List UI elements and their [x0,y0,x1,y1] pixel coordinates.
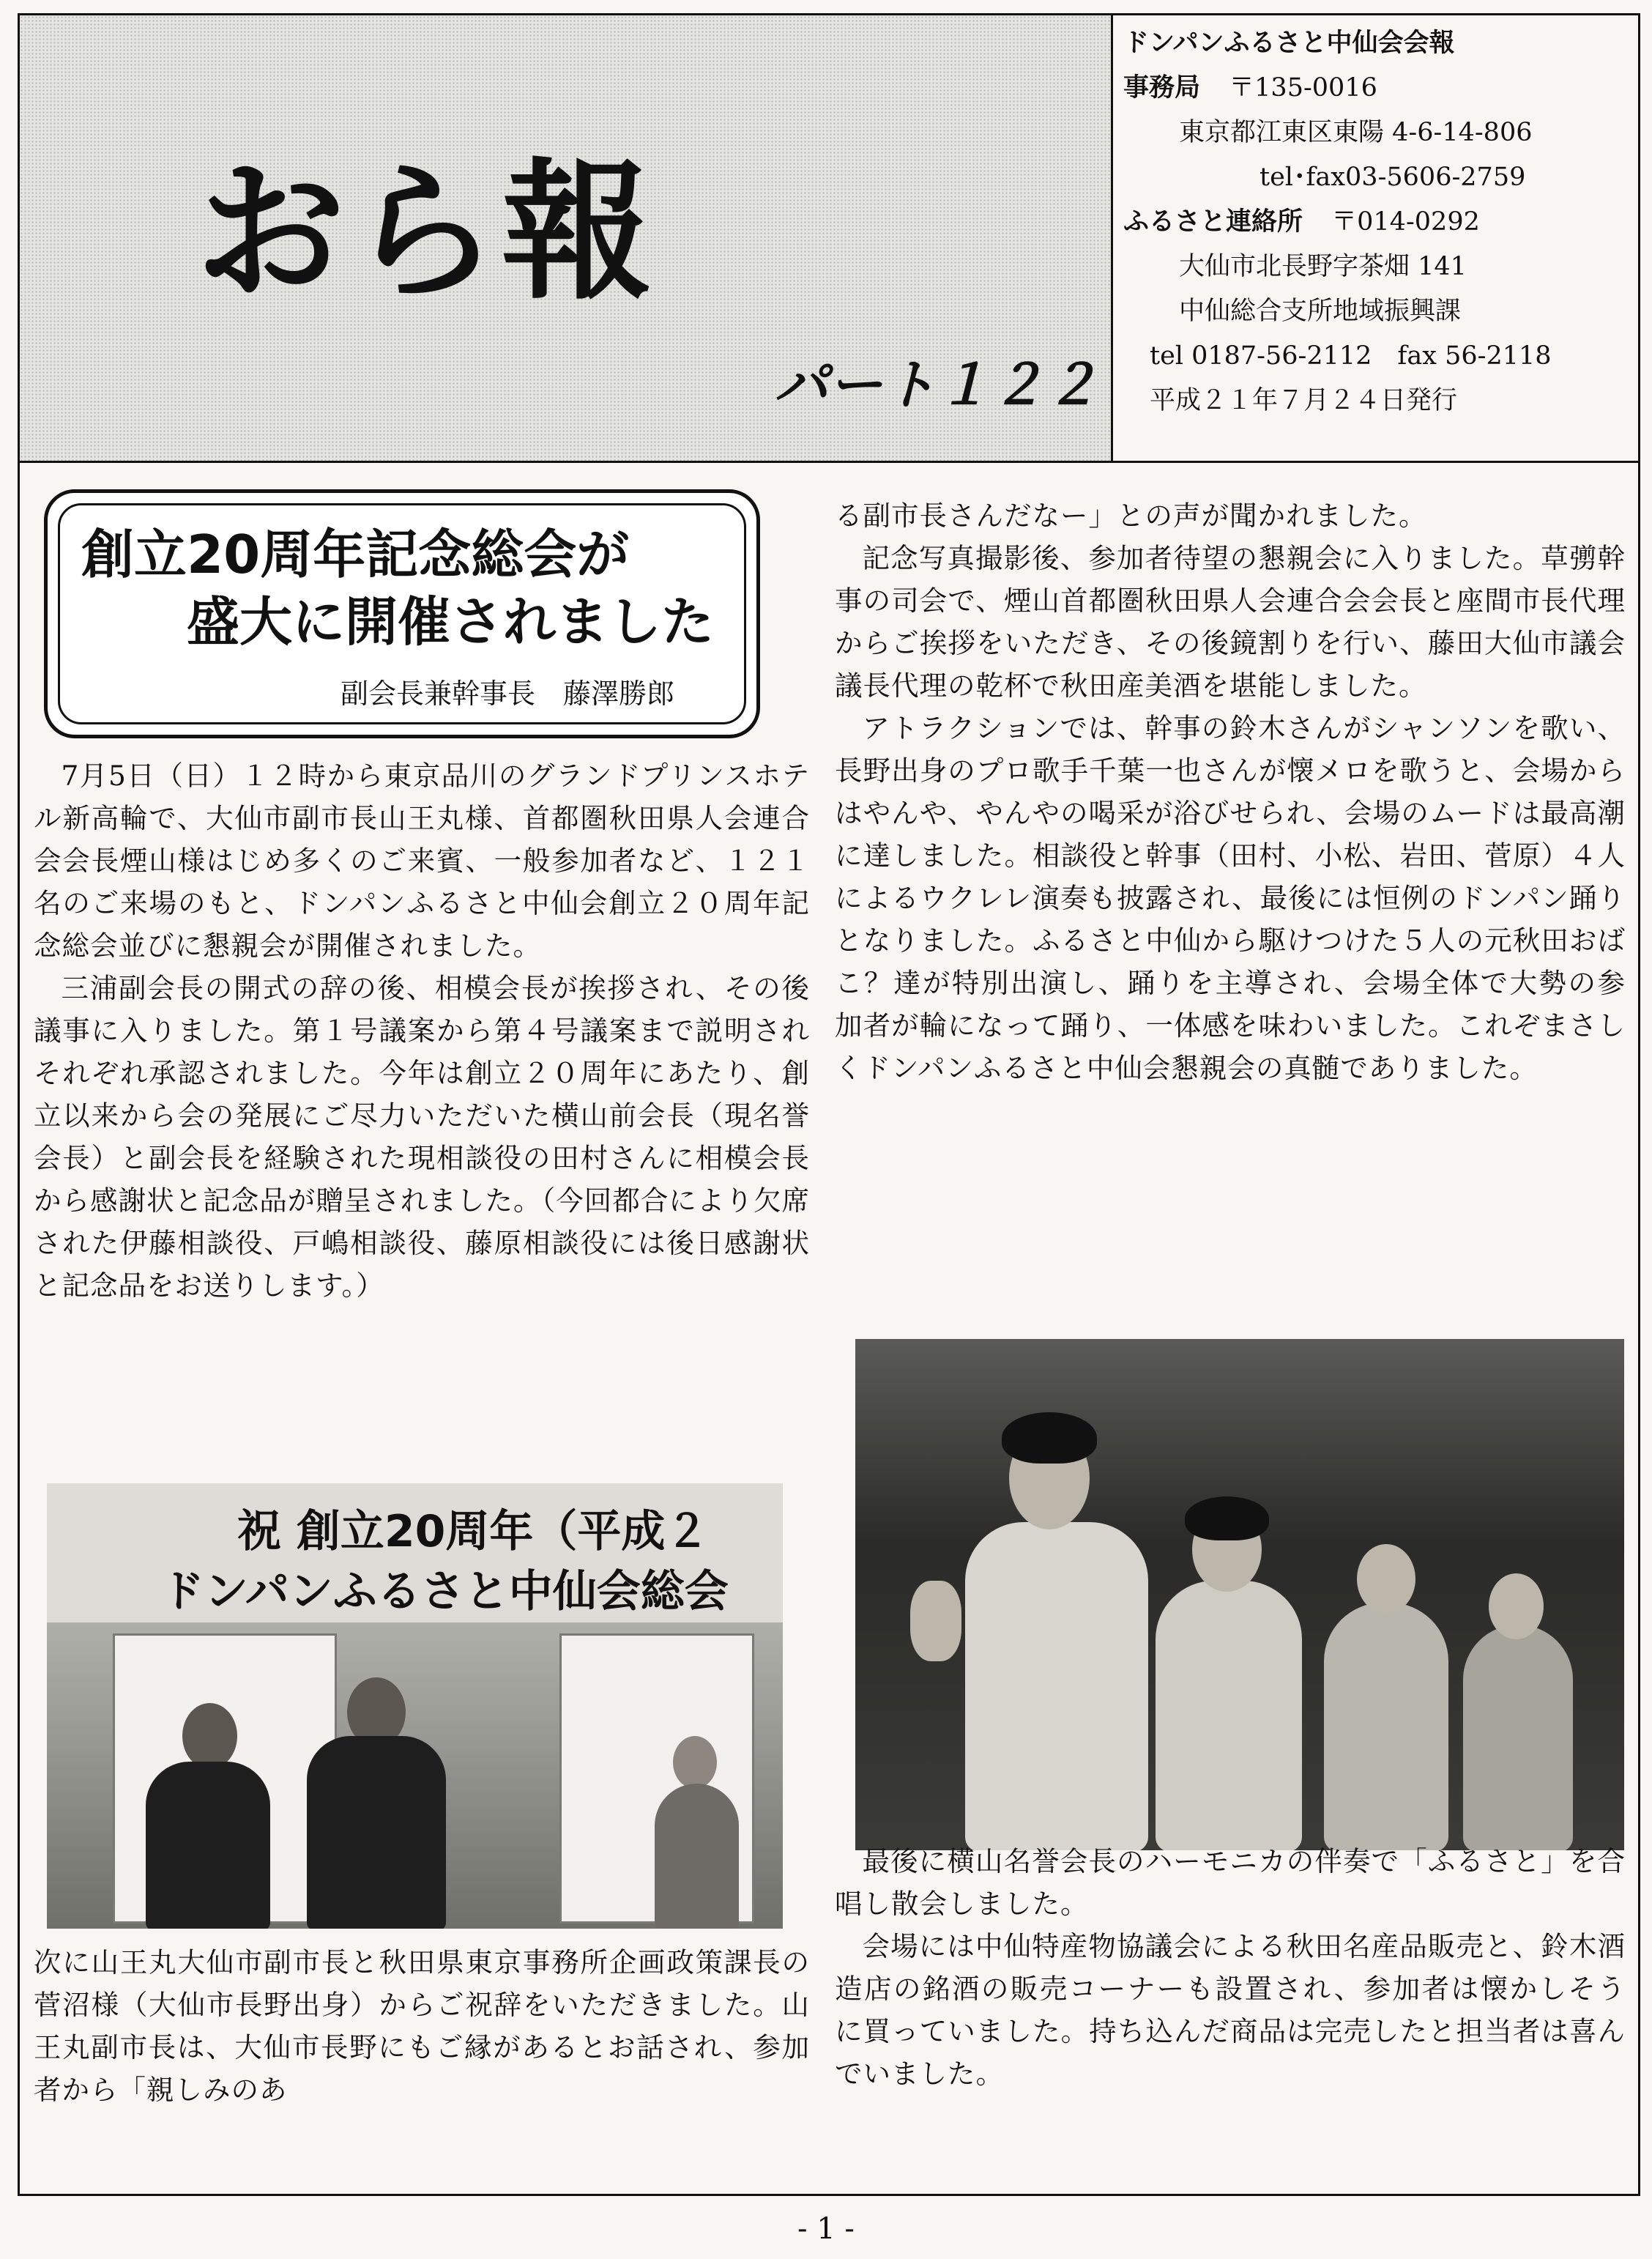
photo-banner-line-1: 祝 創立20周年（平成２ [237,1506,710,1557]
office-zip: 〒135-0016 [1229,73,1377,103]
paragraph: 最後に横山名誉会長のハーモニカの伴奏で「ふるさと」を合唱し散会しました。 [835,1845,1626,1920]
article-author: 副会長兼幹事長 藤澤勝郎 [341,678,675,710]
person-head [182,1703,237,1769]
dancer-hair [1002,1412,1097,1464]
issue-number: パート１２２ [774,354,1099,417]
photo-award-ceremony [47,1483,783,1929]
person-figure [146,1762,270,1929]
issue-date: 平成２１年７月２４日発行 [1150,386,1458,415]
paragraph: る副市長さんだなー」との声が聞かれました。 [835,500,1427,532]
home-office-line [1123,200,1480,245]
office-address: 東京都江東区東陽 4-6-14-806 [1179,118,1533,147]
dancer-figure [1156,1581,1302,1850]
org-name: ドンパンふるさと中仙会会報 [1123,29,1455,58]
home-office-tel: tel 0187-56-2112 fax 56-2118 [1150,341,1552,371]
newsletter-title: おら報 [196,146,655,320]
person-figure [307,1736,446,1929]
paragraph: 7月5日（日）１２時から東京品川のグランドプリンスホテル新高輪で、大仙市副市長山王丸様、首都圏秋田県人会連合会会長煙山様はじめ多くのご来賓、一般参加者など、１２１名のご来場のもと、ドンパンふるさと中仙会創立２０周年記念総会並びに懇親会が開催されました。 [34,760,810,962]
paragraph: 会場には中仙特産物協議会による秋田名産品販売と、鈴木酒造店の銘酒の販売コーナーも設置され、参加者は懐かしそうに買っていました。持ち込んだ商品は完売したと担当者は喜んでいました。 [835,1930,1626,2090]
article-left-column-top [34,754,810,1307]
masthead-info-panel [1113,15,1638,463]
office-line [1123,66,1377,111]
home-office-address: 大仙市北長野字茶畑 141 [1179,252,1467,281]
paragraph: 三浦副会長の開式の辞の後、相模会長が挨拶され、その後議事に入りました。第１号議案から第４号議案まで説明されそれぞれ承認されました。今年は創立２０周年にあたり、創立以来から会の発展にご尽力いただいた横山前会長（現名誉会長）と副会長を経験された現相談役の田村さんに相模会長から感謝状と記念品が贈呈されました。（今回都合により欠席された伊藤相談役、戸嶋相談役、藤原相談役には後日感謝状と記念品をお送りします。） [34,972,810,1302]
page-number: - 1 - [797,2212,855,2246]
paragraph: 記念写真撮影後、参加者待望の懇親会に入りました。草彅幹事の司会で、煙山首都圏秋田県人会連合会会長と座間市長代理からご挨拶をいただき、その後鏡割りを行い、藤田大仙市議会議長代理の乾杯で秋田産美酒を堪能しました。 [835,542,1626,702]
dancer-hair [1185,1496,1269,1540]
person-figure [655,1784,739,1929]
dancer-head [1357,1544,1415,1614]
raised-hand [910,1581,961,1661]
photo-banner [47,1483,783,1622]
dancer-figure [1463,1625,1573,1850]
headline-line-1: 創立20周年記念総会が [81,524,630,585]
dancer-head [1489,1573,1544,1639]
home-office-dept: 中仙総合支所地域振興課 [1179,297,1462,326]
headline-line-2: 盛大に開催されました [187,591,715,653]
office-label: 事務局 [1123,73,1201,103]
masthead-title-panel [20,15,1113,463]
article-left-column-bottom [34,1941,810,2111]
photo-banner-line-2: ドンパンふるさと中仙会総会 [160,1566,729,1617]
home-office-label: ふるさと連絡所 [1123,207,1303,237]
home-office-zip: 〒014-0292 [1331,207,1480,237]
paragraph: 次に山王丸大仙市副市長と秋田県東京事務所企画政策課長の菅沼様（大仙市長野出身）からご祝辞をいただきました。山王丸副市長は、大仙市長野にもご縁があるとお話され、参加者から「親しみのあ [34,1946,810,2106]
headline-box [44,489,760,738]
article-right-column-top [835,494,1626,1089]
dancer-figure [965,1522,1148,1850]
person-head [673,1736,717,1789]
photo-donpan-dance [855,1339,1624,1850]
office-tel: tel･fax03-5606-2759 [1260,163,1526,192]
dancer-figure [1324,1603,1448,1850]
paragraph: アトラクションでは、幹事の鈴木さんがシャンソンを歌い、長野出身のプロ歌手千葉一也さんが懐メロを歌うと、会場からはやんや、やんやの喝采が浴びせられ、会場のムードは最高潮に達しました。相談役と幹事（田村、小松、岩田、菅原）４人によるウクレレ演奏も披露され、最後には恒例のドンパン踊りとなりました。ふるさと中仙から駆けつけた５人の元秋田おばこ？達が特別出演し、踊りを主導され、会場全体で大勢の参加者が輪になって踊り、一体感を味わいました。これぞまさしくドンパンふるさと中仙会懇親会の真髄でありました。 [835,712,1626,1084]
article-right-column-bottom [835,1840,1626,2095]
